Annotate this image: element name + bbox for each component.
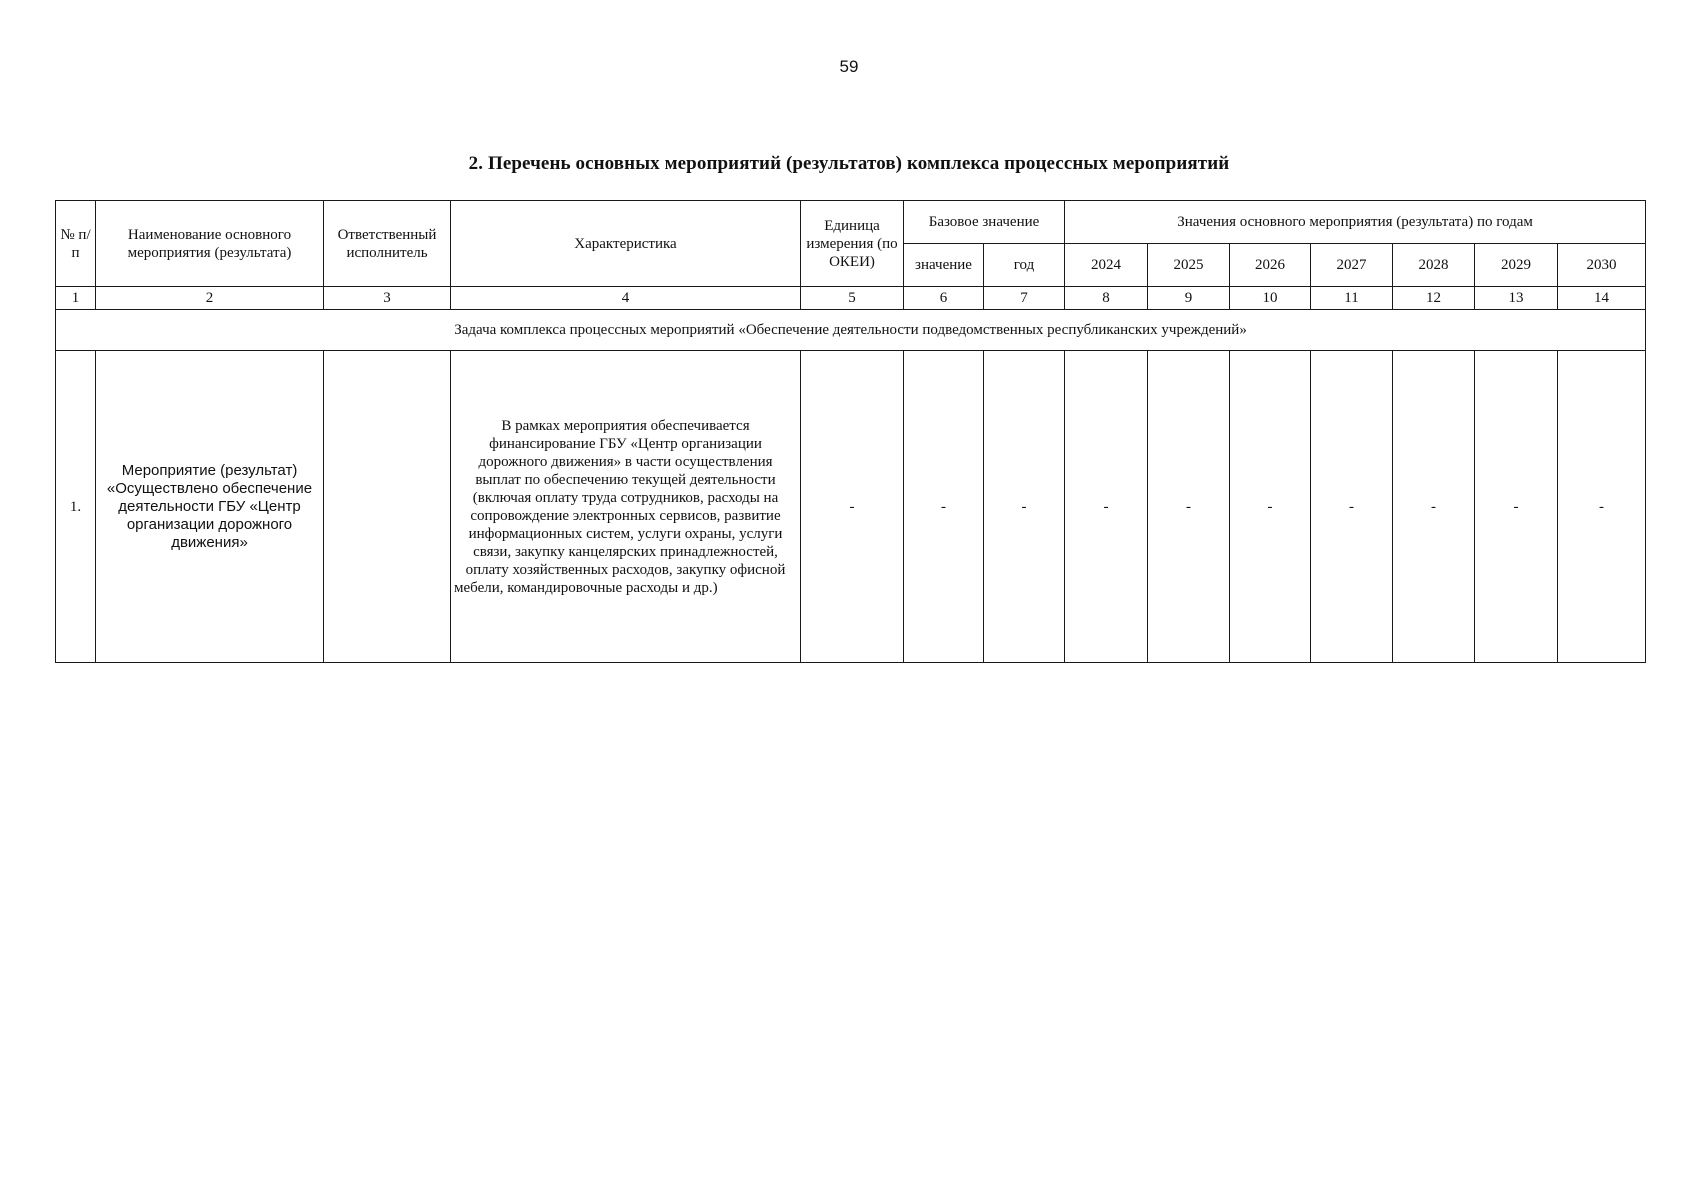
column-number: 7 [984, 287, 1065, 310]
header-year-2030: 2030 [1558, 244, 1646, 287]
table-row [56, 351, 1646, 663]
task-row [56, 310, 1646, 351]
header-base-year: год [984, 244, 1065, 287]
measure-value-2030: - [1558, 351, 1646, 663]
column-number: 10 [1230, 287, 1311, 310]
measure-value-2026: - [1230, 351, 1311, 663]
measure-value-2025: - [1148, 351, 1230, 663]
page-number: 59 [839, 57, 859, 76]
column-number: 13 [1475, 287, 1558, 310]
column-numbers-row [56, 287, 1646, 310]
header-years-group: Значения основного мероприятия (результата) по годам [1065, 201, 1646, 244]
measure-characteristic: В рамках мероприятия обеспечивается финансирование ГБУ «Центр организации дорожного движения» в части осуществления выплат по обеспечению текущей деятельности (включая оплату труда сотрудников, расходы на сопровождение электронных сервисов, развитие информационных систем, услуги охраны, услуги связи, закупку канцелярских принадлежностей, оплату хозяйственных расходов, закупку офисной мебели, командировочные расходы и др.) [451, 351, 801, 663]
measure-value-2024: - [1065, 351, 1148, 663]
column-number: 6 [904, 287, 984, 310]
measure-value-2028: - [1393, 351, 1475, 663]
column-number: 1 [56, 287, 96, 310]
row-number: 1. [56, 351, 96, 663]
header-characteristic: Характеристика [451, 201, 801, 287]
column-number: 8 [1065, 287, 1148, 310]
measure-base-year: - [984, 351, 1065, 663]
column-number: 12 [1393, 287, 1475, 310]
measure-base-value: - [904, 351, 984, 663]
header-year-2025: 2025 [1148, 244, 1230, 287]
measure-executor [324, 351, 451, 663]
header-base-value: значение [904, 244, 984, 287]
document-title: 2. Перечень основных мероприятий (результатов) комплекса процессных мероприятий [468, 153, 1230, 174]
task-title: Задача комплекса процессных мероприятий «Обеспечение деятельности подведомственных республиканских учреждений» [56, 310, 1646, 351]
column-number: 3 [324, 287, 451, 310]
column-number: 14 [1558, 287, 1646, 310]
measure-value-2029: - [1475, 351, 1558, 663]
measures-table [55, 200, 1646, 663]
column-number: 2 [96, 287, 324, 310]
header-base-value-group: Базовое значение [904, 201, 1065, 244]
column-number: 9 [1148, 287, 1230, 310]
measure-value-2027: - [1311, 351, 1393, 663]
header-year-2026: 2026 [1230, 244, 1311, 287]
measure-name: Мероприятие (результат) «Осуществлено обеспечение деятельности ГБУ «Центр организации дорожного движения» [96, 351, 324, 663]
header-no: № п/п [56, 201, 96, 287]
header-year-2028: 2028 [1393, 244, 1475, 287]
header-unit: Единица измерения (по ОКЕИ) [801, 201, 904, 287]
column-number: 11 [1311, 287, 1393, 310]
measure-unit: - [801, 351, 904, 663]
header-year-2024: 2024 [1065, 244, 1148, 287]
header-year-2027: 2027 [1311, 244, 1393, 287]
header-name: Наименование основного мероприятия (результата) [96, 201, 324, 287]
column-number: 5 [801, 287, 904, 310]
header-executor: Ответственный исполнитель [324, 201, 451, 287]
column-number: 4 [451, 287, 801, 310]
header-year-2029: 2029 [1475, 244, 1558, 287]
